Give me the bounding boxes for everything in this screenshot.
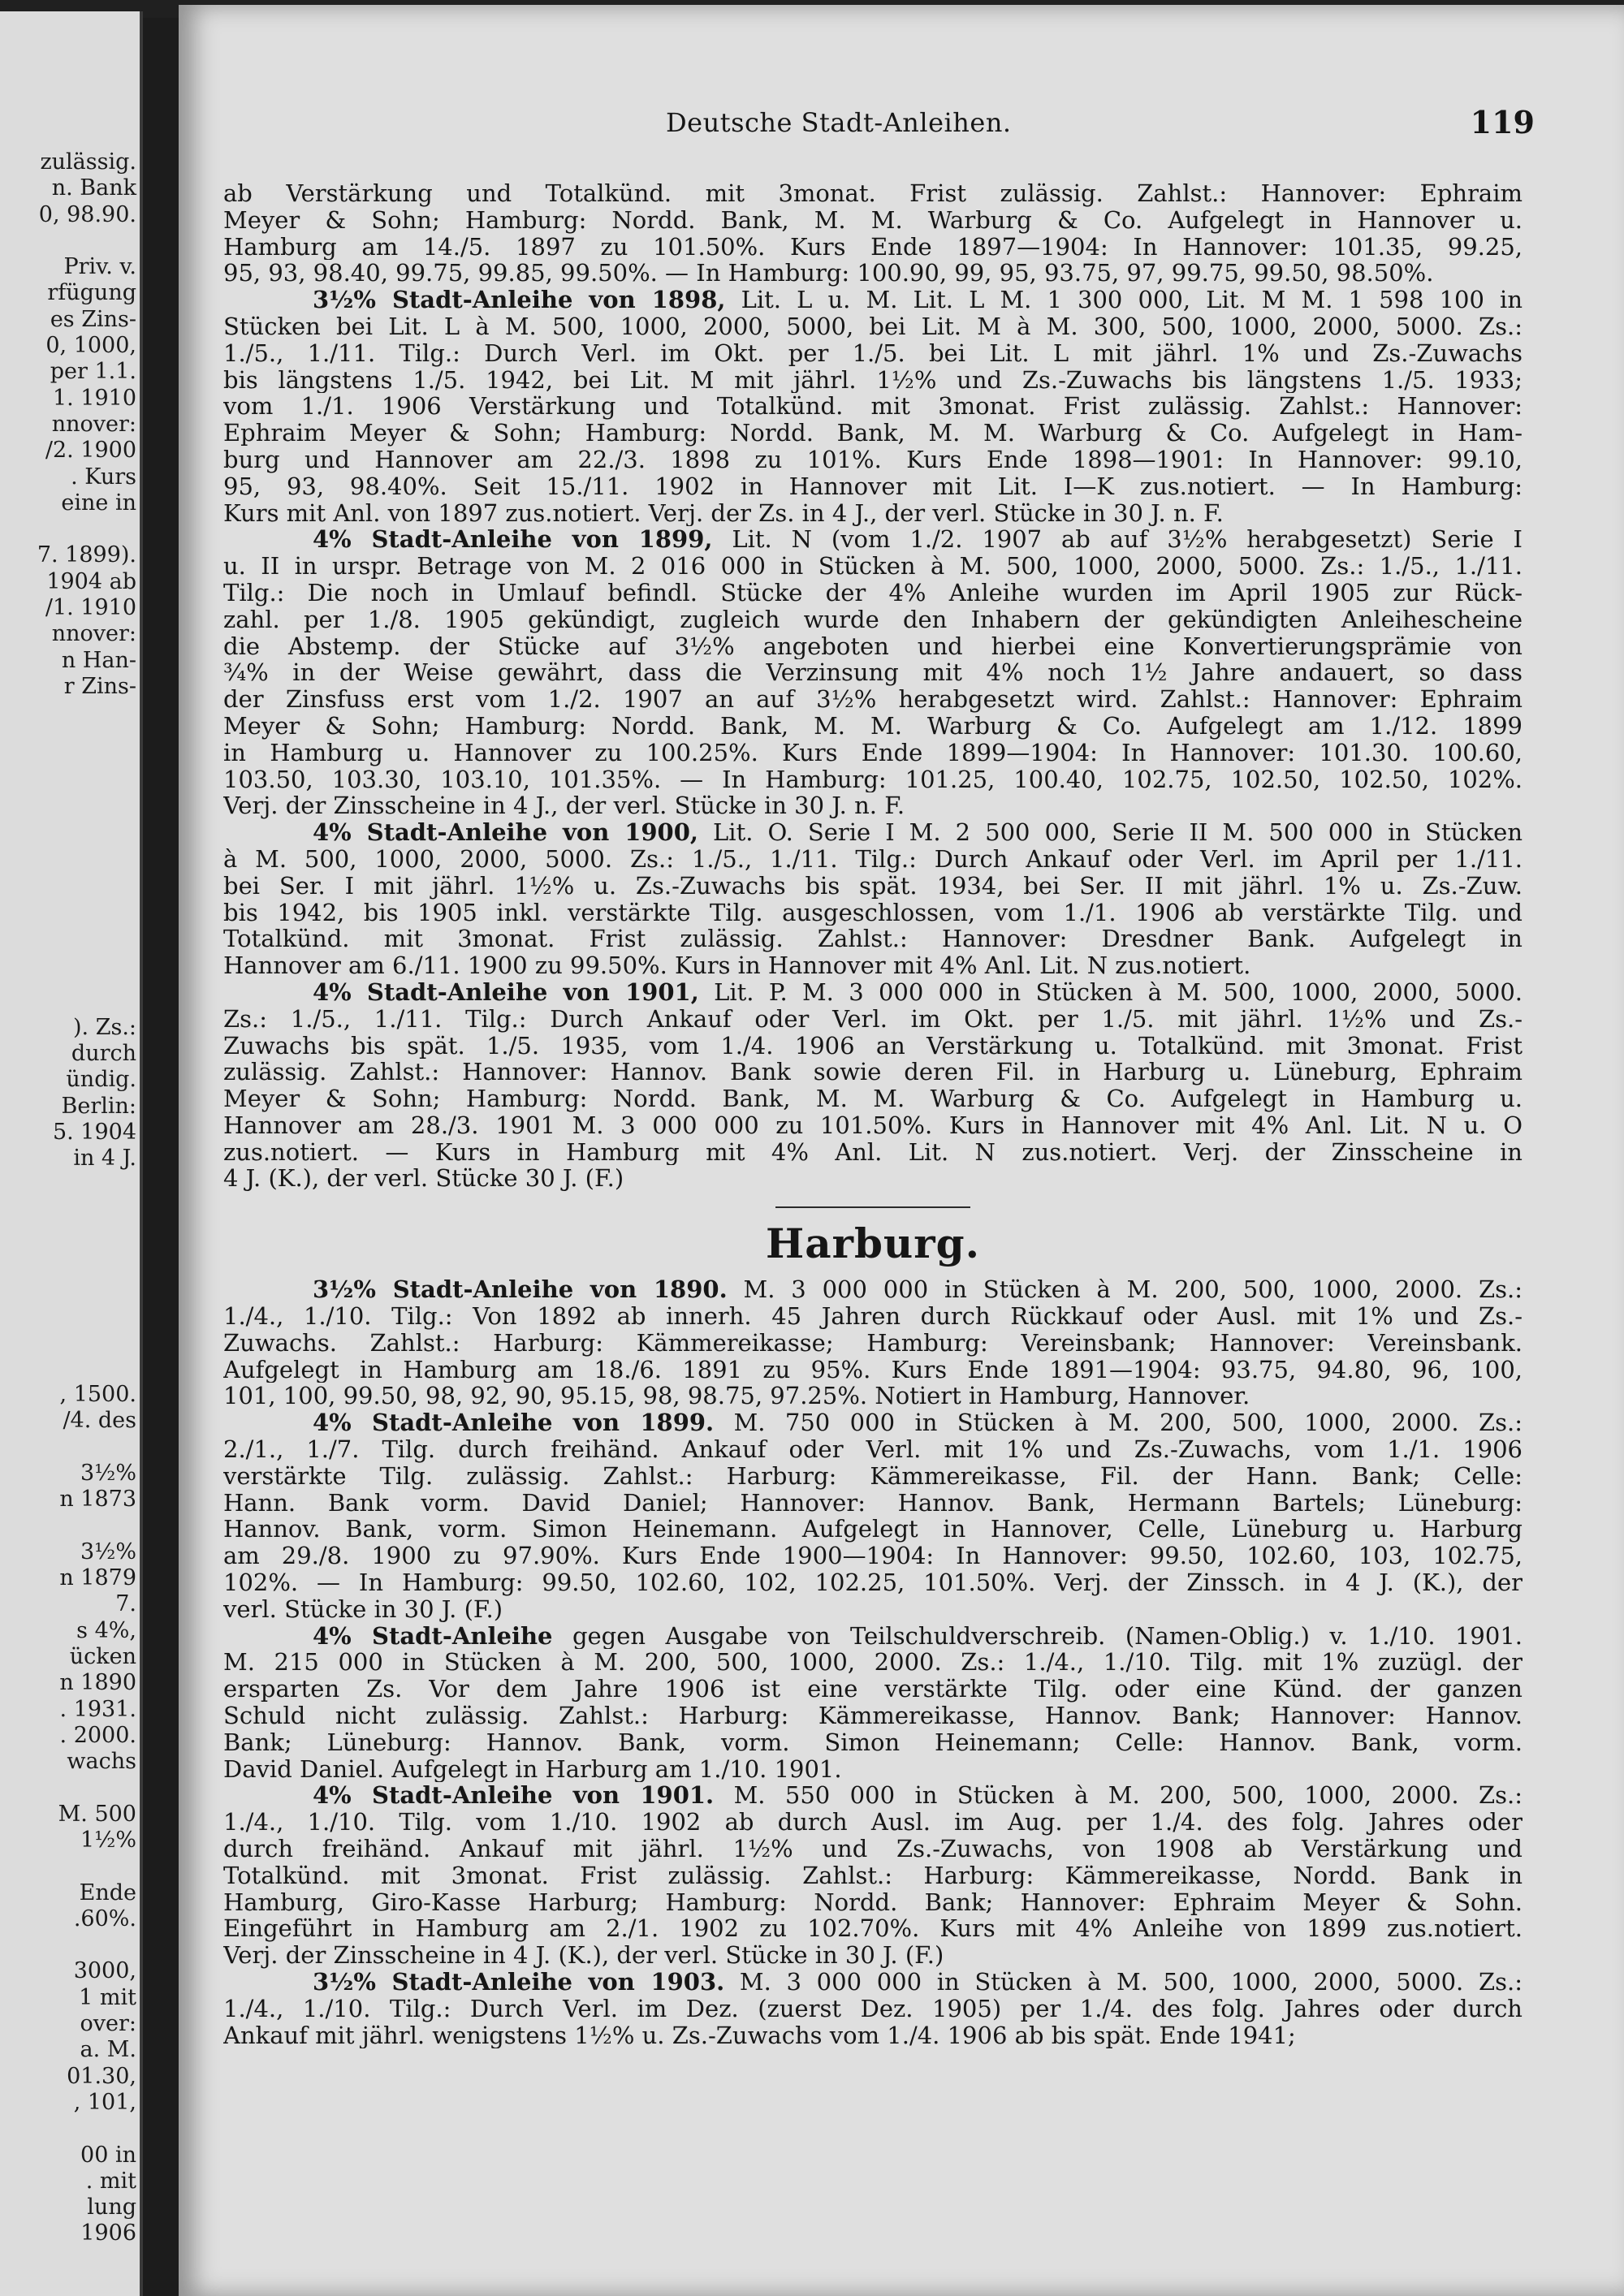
facing-page-line: 0, 1000, [45,333,136,359]
text-line: verl. Stücke in 30 J. (F.) [223,1595,503,1623]
facing-page-line: wachs [67,1749,136,1775]
text-line: bis 1942, bis 1905 inkl. verstärkte Tilg. ausgeschlossen, vom 1./1. 1906 ab verstärkte Tilg. und [223,899,1522,926]
text-line: Meyer & Sohn; Hamburg: Nordd. Bank, M. M. Warburg & Co. Aufgelegt in Hamburg u. [223,1085,1522,1112]
facing-page-line [0,1198,136,1224]
facing-page-line: lung [87,2195,136,2220]
entry-first-line [223,979,1522,1006]
facing-page-line [0,989,136,1015]
header-title: Deutsche Stadt-Anleihen. [666,107,1012,138]
facing-page-line: eine in [61,490,136,516]
text-line: Hannover am 6./11. 1900 zu 99.50%. Kurs in Hannover mit 4% Anl. Lit. N zus.notiert. [223,952,1251,979]
facing-page-line: nnover: [51,621,136,647]
text-line: 1./5., 1./11. Tilg.: Durch Verl. im Okt. per 1./5. bei Lit. L mit jährl. 1% und Zs.-Zuwachs [223,339,1522,367]
facing-page-line [0,1329,136,1355]
text-line: am 29./8. 1900 zu 97.90%. Kurs Ende 1900—1904: In Hannover: 99.50, 102.60, 103, 102.75, [223,1543,1522,1570]
facing-page-line [0,831,136,857]
entry-first-line [223,1623,1522,1650]
facing-page-line [0,516,136,542]
bond-entry [223,1409,1522,1622]
text-line: 103.50, 103.30, 103.10, 101.35%. — In Hamburg: 101.25, 100.40, 102.75, 102.50, 102.50, 102%. [223,766,1522,793]
facing-page-line: es Zins- [50,306,136,332]
text-line: Verj. der Zinsscheine in 4 J., der verl. Stücke in 30 J. n. F. [223,792,905,820]
facing-page-line: Priv. v. [63,254,136,280]
entry-first-line [223,819,1522,846]
text-line: Stücken bei Lit. L à M. 500, 1000, 2000, 5000, bei Lit. M à M. 300, 500, 1000, 2000, 5000. Zs.: [223,313,1522,340]
entry-first-line [223,526,1522,553]
bond-entry [223,1623,1522,1783]
bond-entry [223,1782,1522,1969]
facing-page-line: 7. 1899). [37,542,136,568]
facing-page-line [0,962,136,988]
bond-details: Lit. L u. M. Lit. L M. 1 300 000, Lit. M M. 1 598 100 in [725,287,1522,313]
text-line: Hamburg am 14./5. 1897 zu 101.50%. Kurs Ende 1897—1904: In Hannover: 101.35, 99.25, [223,233,1522,261]
facing-page-line [0,936,136,962]
facing-page-line: s 4%, [76,1617,136,1643]
facing-page-line [0,1250,136,1276]
text-line: durch freihänd. Ankauf mit jährl. 1½% und Zs.-Zuwachs, von 1908 ab Verstärkung und [223,1836,1522,1862]
facing-page-line: 1904 ab [46,568,136,594]
text-line: 4 J. (K.), der verl. Stücke 30 J. (F.) [223,1165,624,1193]
text-line: Schuld nicht zulässig. Zahlst.: Harburg: Kämmereikasse, Hannov. Bank; Hannover: Hannov. [223,1703,1522,1729]
facing-page-line: 5. 1904 [52,1119,136,1145]
text-line: Totalkünd. mit 3monat. Frist zulässig. Zahlst.: Harburg: Kämmereikasse, Nordd. Bank in [223,1862,1522,1889]
text-line: in Hamburg u. Hannover zu 100.25%. Kurs Ende 1899—1904: In Hannover: 101.30. 100.60, [223,739,1522,766]
text-line: zulässig. Zahlst.: Hannover: Hannov. Bank sowie deren Fil. in Harburg u. Lüneburg, Ephraim [223,1059,1522,1086]
facing-page-line: , 101, [73,2089,136,2115]
bond-entry [223,526,1522,819]
facing-page-line [0,1277,136,1303]
text-line: Totalkünd. mit 3monat. Frist zulässig. Zahlst.: Hannover: Dresdner Bank. Aufgelegt in [223,926,1522,953]
facing-page-line: per 1.1. [50,359,136,385]
bond-title: 4% Stadt-Anleihe von 1901, [313,978,699,1006]
section-heading-harburg: Harburg. [765,1219,980,1268]
harburg-entries [223,1276,1522,2048]
bond-title: 4% Stadt-Anleihe [313,1622,553,1650]
text-line: zus.notiert. — Kurs in Hamburg mit 4% Anl. Lit. N zus.notiert. Verj. der Zinsscheine in [223,1138,1522,1166]
facing-page-line: . 2000. [59,1722,136,1748]
facing-page-line: Ende [79,1880,136,1905]
text-line: ersparten Zs. Vor dem Jahre 1906 ist eine verstärkte Tilg. oder eine Künd. der ganzen [223,1676,1522,1703]
facing-page-line: . mit [85,2168,136,2194]
text-line: zahl. per 1./8. 1905 gekündigt, zugleich wurde den Inhabern der gekündigten Anleihescheine [223,606,1522,633]
facing-page-line: /2. 1900 [45,438,136,464]
bond-details: M. 3 000 000 in Stücken à M. 200, 500, 1000, 2000. Zs.: [727,1276,1522,1304]
entry-first-line [223,1276,1522,1303]
facing-page-line [0,753,136,779]
text-line: ¾% in der Weise gewährt, dass die Verzinsung mit 4% noch 1½ Jahre andauert, so dass [223,659,1522,687]
facing-page-line: rfügung [47,280,136,306]
text-line: Hannover am 28./3. 1901 M. 3 000 000 zu 101.50%. Kurs in Hannover mit 4% Anl. Lit. N u. O [223,1111,1522,1139]
bond-title: 3½% Stadt-Anleihe von 1898, [313,287,726,313]
bond-details: Lit. P. M. 3 000 000 in Stücken à M. 500, 1000, 2000, 5000. [698,978,1522,1006]
facing-page-line: ücken [69,1643,136,1669]
bond-entry [223,819,1522,979]
facing-page-line [0,857,136,883]
text-line: burg und Hannover am 22./3. 1898 zu 101%. Kurs Ende 1898—1901: In Hannover: 99.10, [223,446,1522,473]
text-line: 101, 100, 99.50, 98, 92, 90, 95.15, 98, 98.75, 97.25%. Notiert in Hamburg, Hannover. [223,1383,1250,1410]
bond-title: 3½% Stadt-Anleihe von 1890. [313,1276,728,1304]
text-line: Zs.: 1./5., 1./11. Tilg.: Durch Ankauf oder Verl. im Okt. per 1./5. mit jährl. 1½% und Zs.- [223,1005,1522,1033]
bond-entry [223,979,1522,1192]
facing-page-fragment [0,11,143,2296]
text-line: Kurs mit Anl. von 1897 zus.notiert. Verj. der Zs. in 4 J., der verl. Stücke in 30 J. n. F. [223,499,1224,527]
bond-details: gegen Ausgabe von Teilschuldverschreib. (Namen-Oblig.) v. 1./10. 1901. [552,1622,1522,1650]
text-line: Zuwachs. Zahlst.: Harburg: Kämmereikasse; Hamburg: Vereinsbank; Hannover: Vereinsbank. [223,1329,1522,1357]
bond-title: 3½% Stadt-Anleihe von 1903. [313,1969,725,1996]
facing-page-line [0,805,136,831]
text-line: Hannov. Bank, vorm. Simon Heinemann. Aufgelegt in Hannover, Celle, Lüneburg u. Harburg [223,1516,1522,1543]
text-line: bis längstens 1./5. 1942, bei Lit. M mit jährl. 1½% und Zs.-Zuwachs bis längstens 1./5. 1933; [223,366,1522,394]
bond-title: 4% Stadt-Anleihe von 1899. [313,1409,715,1437]
text-line: Meyer & Sohn; Hamburg: Nordd. Bank, M. M. Warburg & Co. Aufgelegt am 1./12. 1899 [223,712,1522,740]
text-line: Ankauf mit jährl. wenigstens 1½% u. Zs.-Zuwachs vom 1./4. 1906 ab bis spät. Ende 1941; [223,2022,1296,2049]
facing-page-line [0,1854,136,1880]
section-separator [775,1206,970,1208]
facing-page-line [0,1224,136,1250]
facing-page-line: M. 500 [58,1801,136,1827]
facing-page-line [0,1172,136,1198]
entry-first-line [223,1782,1522,1809]
bond-details: M. 750 000 in Stücken à M. 200, 500, 1000, 2000. Zs.: [714,1409,1522,1437]
facing-page-line [0,1932,136,1958]
facing-page-text [0,149,136,2247]
text-line: ab Verstärkung und Totalkünd. mit 3monat. Frist zulässig. Zahlst.: Hannover: Ephraim [223,180,1522,207]
hannover-entries [223,287,1522,1192]
text-line: 1./4., 1./10. Tilg.: Von 1892 ab innerh. 45 Jahren durch Rückkauf oder Ausl. mit 1% und Zs.- [223,1303,1522,1330]
facing-page-line [0,1435,136,1461]
facing-page-line: n. Bank [51,175,136,201]
facing-page-line: ). Zs.: [73,1014,136,1040]
facing-page-line [0,910,136,936]
bond-entry [223,1969,1522,2048]
text-line: vom 1./1. 1906 Verstärkung und Totalkünd. mit 3monat. Frist zulässig. Zahlst.: Hannover: [223,393,1522,421]
facing-page-line: 7. [115,1591,136,1617]
facing-page-line: 1906 [80,2220,136,2246]
facing-page-line: /4. des [63,1408,136,1434]
facing-page-line: 0, 98.90. [38,201,136,227]
text-line: 95, 93, 98.40, 99.75, 99.85, 99.50%. — In Hamburg: 100.90, 99, 95, 93.75, 97, 99.75, 99.50, 98.50%. [223,260,1434,287]
facing-page-line: 3½% [80,1460,136,1486]
text-line: Hamburg, Giro-Kasse Harburg; Hamburg: Nordd. Bank; Hannover: Ephraim Meyer & Sohn. [223,1888,1522,1916]
text-line: Tilg.: Die noch in Umlauf befindl. Stücke der 4% Anleihe wurden im April 1905 zur Rück- [223,579,1522,606]
continued-entry [223,180,1522,287]
facing-page-line: a. M. [80,2037,136,2063]
text-line: Meyer & Sohn; Hamburg: Nordd. Bank, M. M. Warburg & Co. Aufgelegt in Hannover u. [223,206,1522,234]
facing-page-line: 1½% [80,1828,136,1853]
entry-first-line [223,287,1522,313]
text-line: Bank; Lüneburg: Hannov. Bank, vorm. Simon Heinemann; Celle: Hannov. Bank, vorm. [223,1728,1522,1756]
text-line: 2./1., 1./7. Tilg. durch freihänd. Ankauf oder Verl. mit 1% und Zs.-Zuwachs, vom 1./1. 1906 [223,1436,1522,1463]
facing-page-line: n 1873 [59,1487,136,1513]
text-line: M. 215 000 in Stücken à M. 200, 500, 1000, 2000. Zs.: 1./4., 1./10. Tilg. mit 1% zuzügl. der [223,1649,1522,1677]
text-line: 1./4., 1./10. Tilg.: Durch Verl. im Dez. (zuerst Dez. 1905) per 1./4. des folg. Jahres oder durch [223,1995,1522,2022]
text-line: à M. 500, 1000, 2000, 5000. Zs.: 1./5., 1./11. Tilg.: Durch Ankauf oder Verl. im April per 1./11. [223,845,1522,873]
facing-page-line [0,1775,136,1801]
facing-page-line: 00 in [80,2142,136,2168]
text-line: der Zinsfuss erst vom 1./2. 1907 an auf 3½% herabgesetzt wird. Zahlst.: Hannover: Ephraim [223,686,1522,713]
running-header [666,104,1535,140]
facing-page-line: 3000, [73,1958,136,1984]
bond-title: 4% Stadt-Anleihe von 1900, [313,819,699,846]
text-line: Hann. Bank vorm. David Daniel; Hannover: Hannov. Bank, Hermann Bartels; Lüneburg: [223,1489,1522,1517]
bond-title: 4% Stadt-Anleihe von 1899, [313,526,713,554]
text-line: 95, 93, 98.40%. Seit 15./11. 1902 in Hannover mit Lit. I—K zus.notiert. — In Hamburg: [223,473,1522,500]
facing-page-line: Berlin: [61,1093,136,1119]
facing-page-line: nnover: [51,411,136,437]
facing-page-line [0,228,136,254]
facing-page-line [0,727,136,753]
facing-page-line [0,1303,136,1329]
facing-page-line [0,779,136,805]
bond-details: Lit. N (vom 1./2. 1907 ab auf 3½% herabgesetzt) Serie I [712,526,1522,554]
entry-first-line [223,1409,1522,1436]
facing-page-line [0,2116,136,2142]
bond-entry [223,287,1522,526]
facing-page-line: 01.30, [67,2063,136,2089]
facing-page-line: n 1879 [59,1565,136,1591]
facing-page-line: r Zins- [63,673,136,699]
facing-page-line: . 1931. [59,1696,136,1722]
text-line: die Abstemp. der Stücke auf 3½% angeboten und hierbei eine Konvertierungsprämie von [223,632,1522,660]
facing-page-line: durch [71,1041,136,1067]
facing-page-line: .60%. [73,1905,136,1931]
facing-page-line: . Kurs [71,464,136,490]
facing-page-line: over: [80,2011,136,2037]
bond-entry [223,1276,1522,1409]
facing-page-line: , 1500. [59,1381,136,1407]
text-line: Zuwachs bis spät. 1./5. 1935, vom 1./4. 1906 an Verstärkung u. Totalkünd. mit 3monat. Frist [223,1032,1522,1060]
text-line: Aufgelegt in Hamburg am 18./6. 1891 zu 95%. Kurs Ende 1891—1904: 93.75, 94.80, 96, 100, [223,1356,1522,1383]
text-line: u. II in urspr. Betrage von M. 2 016 000 in Stücken à M. 500, 1000, 2000, 5000. Zs.: 1./5., 1./11. [223,553,1522,580]
facing-page-line [0,1513,136,1539]
facing-page-line: 1 mit [79,1984,136,2010]
text-line: David Daniel. Aufgelegt in Harburg am 1./10. 1901. [223,1755,842,1783]
text-line: Eingeführt in Hamburg am 2./1. 1902 zu 102.70%. Kurs mit 4% Anleihe von 1899 zus.notiert. [223,1915,1522,1943]
bond-details: Lit. O. Serie I M. 2 500 000, Serie II M. 500 000 in Stücken [698,819,1522,846]
facing-page-line: n 1890 [59,1670,136,1696]
facing-page-line: n Han- [61,647,136,673]
facing-page-line [0,1356,136,1382]
text-line: 102%. — In Hamburg: 99.50, 102.60, 102, 102.25, 101.50%. Verj. der Zinssch. in 4 J. (K.), der [223,1569,1522,1596]
facing-page-line: 1. 1910 [52,385,136,411]
text-line: bei Ser. I mit jährl. 1½% u. Zs.-Zuwachs bis spät. 1934, bei Ser. II mit jährl. 1% u. Zs.-Zuw. [223,872,1522,900]
facing-page-line: zulässig. [40,149,136,175]
page-content [223,180,1522,2048]
text-line: 1./4., 1./10. Tilg. vom 1./10. 1902 ab durch Ausl. im Aug. per 1./4. des folg. Jahres oder [223,1809,1522,1836]
text-line: Ephraim Meyer & Sohn; Hamburg: Nordd. Bank, M. M. Warburg & Co. Aufgelegt in Ham- [223,420,1522,447]
page-number: 119 [1470,104,1535,140]
facing-page-line: 3½% [80,1539,136,1564]
facing-page-line [0,700,136,726]
facing-page-line: ündig. [66,1067,136,1093]
entry-first-line [223,1969,1522,1996]
facing-page-line: /1. 1910 [45,595,136,621]
bond-title: 4% Stadt-Anleihe von 1901. [313,1782,715,1810]
facing-page-line: in 4 J. [73,1146,136,1172]
text-line: Verj. der Zinsscheine in 4 J. (K.), der verl. Stücke in 30 J. (F.) [223,1942,944,1969]
text-line: verstärkte Tilg. zulässig. Zahlst.: Harburg: Kämmereikasse, Fil. der Hann. Bank; Celle: [223,1462,1522,1490]
bond-details: M. 550 000 in Stücken à M. 200, 500, 1000, 2000. Zs.: [714,1782,1522,1810]
bond-details: M. 3 000 000 in Stücken à M. 500, 1000, 2000, 5000. Zs.: [724,1969,1522,1996]
facing-page-line [0,883,136,909]
